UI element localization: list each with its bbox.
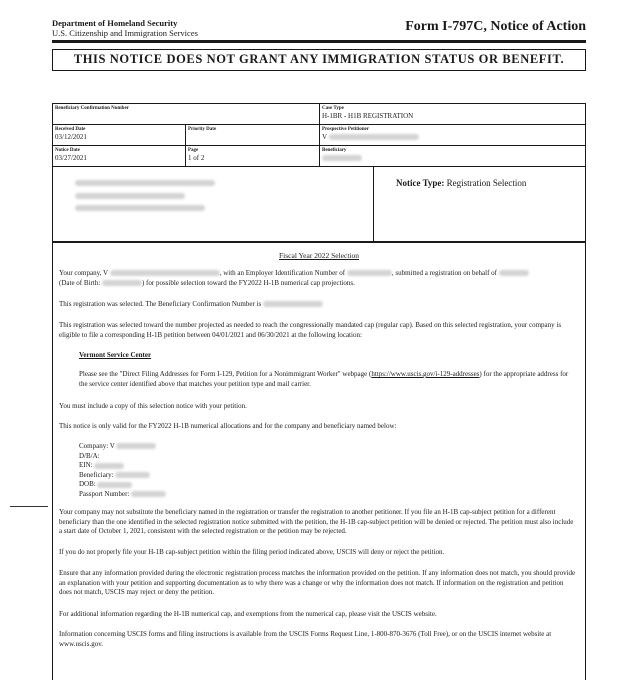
agency-subtitle: U.S. Citizenship and Immigration Services bbox=[52, 28, 198, 38]
paragraph-substitute: Your company may not substitute the beneficiary named in the registration or transfer the registration to another petitioner. If you file an H-1B cap-subject petition for a different beneficiary than the one identified in the selected registration notice submitted with the petition, the H-1B cap-subject petition will be denied or rejected. The petition must also include a start date of October 1, 2021, consistent with the selected registration or the petition may be rejected. bbox=[59, 508, 574, 536]
paragraph-eligibility: This registration was selected toward the number projected as needed to reach the congressionally mandated cap (regular cap). Based on this selected registration, your company is eligible to file a corresponding H-1B petition between 04/01/2021 and 06/30/2021 at the following location: bbox=[59, 321, 562, 339]
redacted-text bbox=[322, 155, 362, 161]
page-cell: Page 1 of 2 bbox=[186, 146, 320, 167]
paragraph-filing-period: If you do not properly file your H-1B cap-subject petition within the filing period indicated above, USCIS will deny or reject the petition. bbox=[59, 548, 445, 556]
paragraph-selected: This registration was selected. The Beneficiary Confirmation Number is bbox=[59, 300, 577, 310]
header-rule bbox=[52, 40, 586, 43]
agency-name: Department of Homeland Security bbox=[52, 18, 178, 28]
notice-body bbox=[52, 242, 586, 680]
received-date-cell: Received Date 03/12/2021 bbox=[53, 125, 186, 146]
beneficiary-cell: Beneficiary bbox=[320, 146, 586, 167]
redacted-address-line bbox=[75, 193, 185, 199]
service-center: Vermont Service Center bbox=[79, 351, 152, 359]
redacted-text bbox=[329, 134, 419, 140]
paragraph-registration: Your company, V , with an Employer Identification Number of , submitted a registration on behalf of (Date of Birth: ) for possible selection toward the FY2022 H-1B numerical cap projections. bbox=[59, 269, 577, 288]
fiscal-year-heading: Fiscal Year 2022 Selection bbox=[279, 251, 359, 260]
margin-mark bbox=[10, 506, 48, 507]
case-info-table bbox=[52, 103, 586, 167]
paragraph-forms: Information concerning USCIS forms and filing instructions is available from the USCIS Forms Request Line, 1-800-870-3676 (Toll Free), or on the USCIS internet website at www.uscis.gov. bbox=[59, 630, 552, 648]
paragraph-additional: For additional information regarding the H-1B numerical cap, and exemptions from the numerical cap, please visit the USCIS website. bbox=[59, 610, 437, 618]
beneficiary-confirmation-cell: Beneficiary Confirmation Number bbox=[53, 104, 320, 125]
address-notice-box bbox=[52, 167, 586, 242]
redacted-address-line bbox=[75, 205, 205, 211]
redacted-address-line bbox=[75, 180, 215, 186]
uscis-link[interactable]: https://www.uscis.gov/i-129-addresses bbox=[371, 370, 480, 378]
agency-block bbox=[52, 18, 198, 38]
paragraph-valid: This notice is only valid for the FY2022 H-1B numerical allocations and for the company and beneficiary named below: bbox=[59, 422, 397, 430]
beneficiary-details: Company: V D/B/A: EIN: Beneficiary: DOB: Passport Number: bbox=[79, 442, 166, 500]
form-title: Form I-797C, Notice of Action bbox=[405, 19, 586, 34]
paragraph-match: Ensure that any information provided during the electronic registration process matches the information provided on the petition. If any information does not match, you should provide an explanation with your petition and supporting documentation as to why there was a change or why the information does not match. If information on the registration and petition does not match, USCIS may reject or deny the petition. bbox=[59, 569, 576, 597]
case-type-cell: Case Type H-1BR - H1B REGISTRATION bbox=[320, 104, 586, 125]
paragraph-filing-address: Please see the "Direct Filing Addresses for Form I-129, Petition for a Nonimmigrant Worker" webpage (https://www.uscis.gov/i-129-addresses) for the appropriate address for the service center identified above that matches your petition type and mail carrier. bbox=[79, 370, 569, 388]
petitioner-cell: Prospective Petitioner V bbox=[320, 125, 586, 146]
priority-date-cell: Priority Date bbox=[186, 125, 320, 146]
notice-date-cell: Notice Date 03/27/2021 bbox=[53, 146, 186, 167]
paragraph-copy: You must include a copy of this selection notice with your petition. bbox=[59, 402, 247, 410]
status-banner: THIS NOTICE DOES NOT GRANT ANY IMMIGRATION STATUS OR BENEFIT. bbox=[52, 49, 586, 71]
notice-type: Notice Type: Registration Selection bbox=[396, 178, 527, 188]
